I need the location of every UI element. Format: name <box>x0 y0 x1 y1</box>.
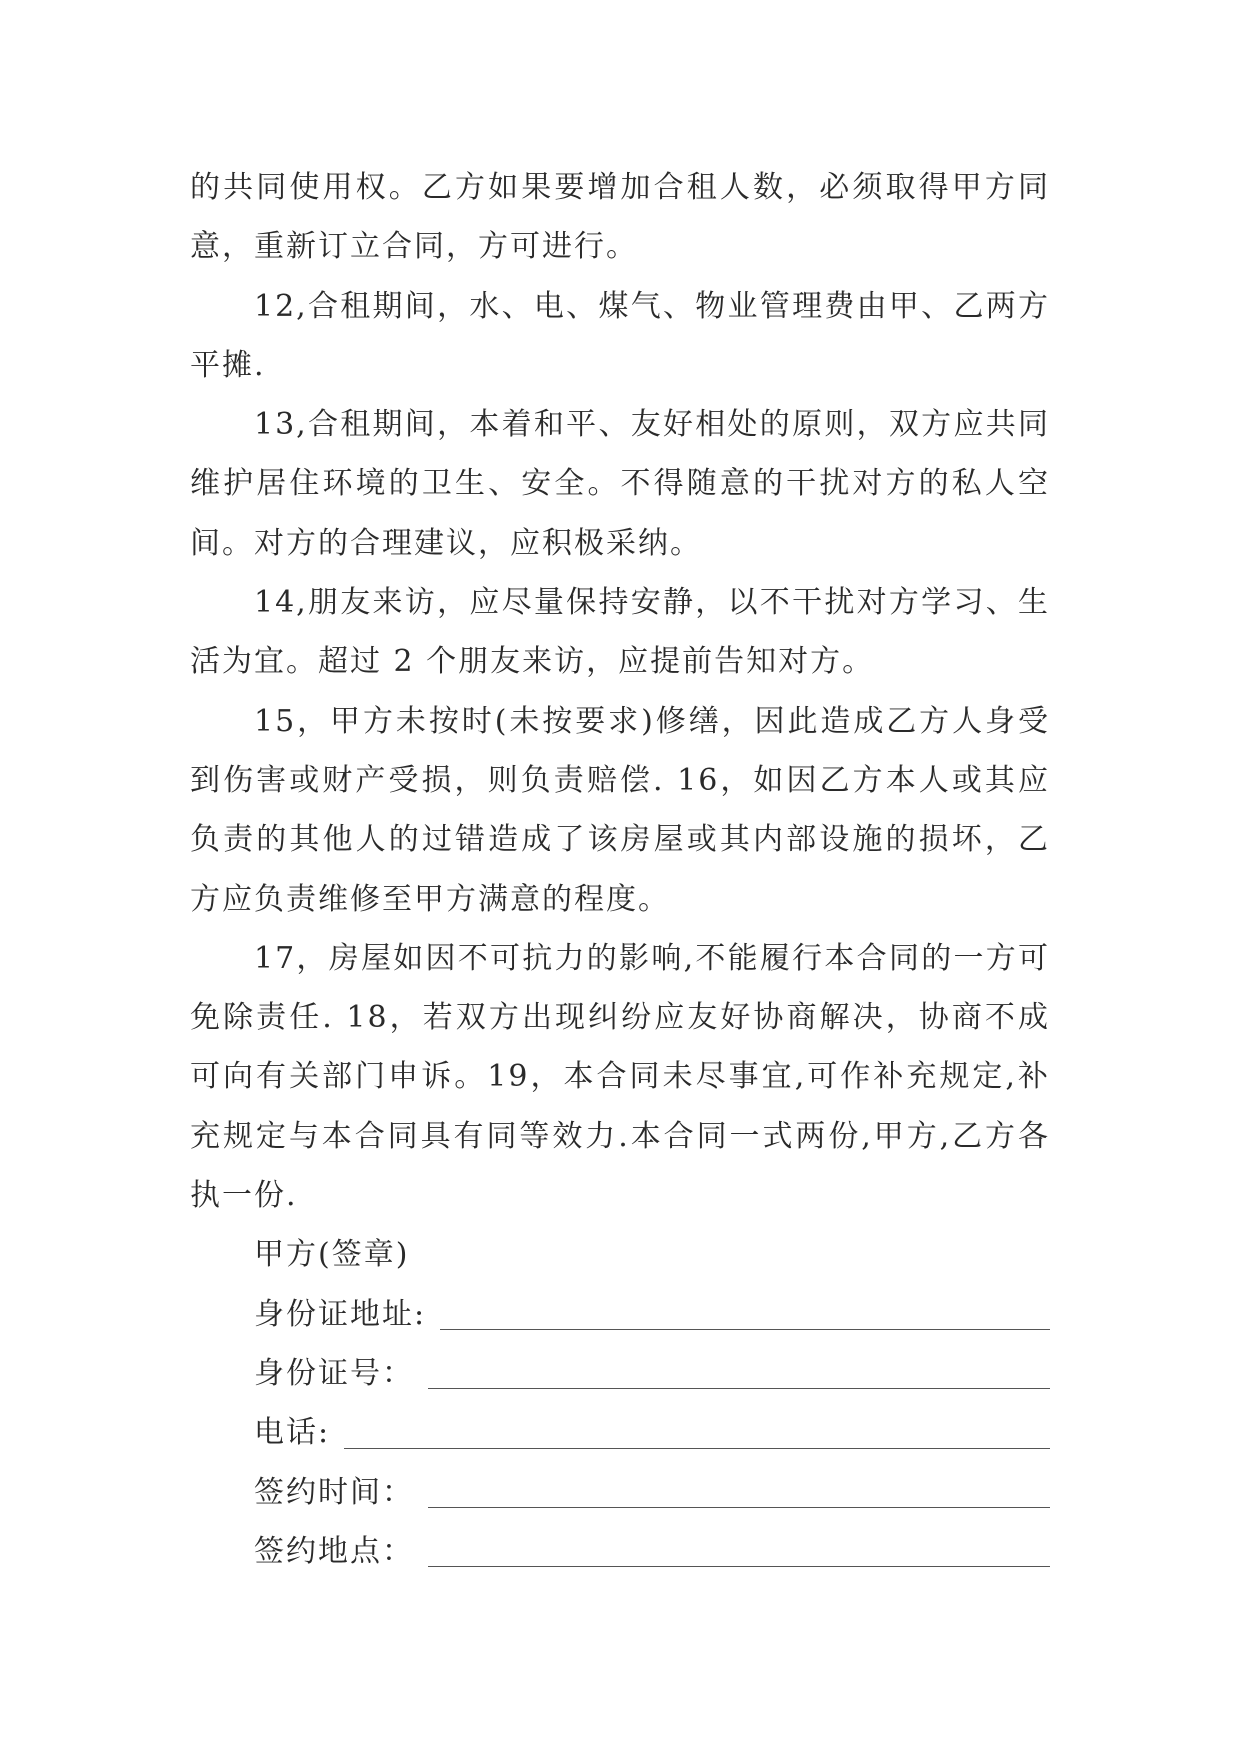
party-a-signature <box>254 1225 1050 1284</box>
clause-13: 13,合租期间，本着和平、友好相处的原则，双方应共同维护居住环境的卫生、安全。不得随意的干扰对方的私人空间。对方的合理建议，应积极采纳。 <box>190 407 1050 561</box>
id-number-blank-line <box>428 1387 1050 1389</box>
signing-place-label: 签约地点： <box>254 1533 414 1569</box>
id-address-blank-line <box>440 1328 1050 1330</box>
signing-time-blank-line <box>428 1506 1050 1508</box>
phone-label: 电话: <box>254 1415 331 1451</box>
signing-time-field <box>254 1463 1050 1522</box>
signing-place-field <box>254 1522 1050 1581</box>
paragraph-continuation: 的共同使用权。乙方如果要增加合租人数，必须取得甲方同意，重新订立合同，方可进行。 <box>190 170 1050 265</box>
clause-14: 14,朋友来访，应尽量保持安静，以不干扰对方学习、生活为宜。超过 2 个朋友来访，应提前告知对方。 <box>190 585 1050 680</box>
signing-place-blank-line <box>428 1565 1050 1567</box>
party-a-label: 甲方(签章) <box>254 1237 410 1273</box>
phone-field <box>254 1403 1050 1462</box>
clause-15-16: 15，甲方未按时(未按要求)修缮，因此造成乙方人身受到伤害或财产受损，则负责赔偿. 16，如因乙方本人或其应负责的其他人的过错造成了该房屋或其内部设施的损坏，乙方应负责维修至甲方满意的程度。 <box>190 703 1050 917</box>
document-body <box>190 158 1050 1581</box>
clause-17-19: 17，房屋如因不可抗力的影响,不能履行本合同的一方可免除责任. 18，若双方出现纠纷应友好协商解决，协商不成可向有关部门申诉。19，本合同未尽事宜,可作补充规定,补充规定与本合同具有同等效力.本合同一式两份,甲方,乙方各执一份. <box>190 940 1050 1214</box>
id-address-field <box>254 1285 1050 1344</box>
id-number-field <box>254 1344 1050 1403</box>
signing-time-label: 签约时间： <box>254 1474 414 1510</box>
id-number-label: 身份证号： <box>254 1355 414 1391</box>
phone-blank-line <box>344 1447 1050 1449</box>
clause-12: 12,合租期间，水、电、煤气、物业管理费由甲、乙两方平摊. <box>190 288 1050 383</box>
id-address-label: 身份证地址: <box>254 1296 427 1332</box>
